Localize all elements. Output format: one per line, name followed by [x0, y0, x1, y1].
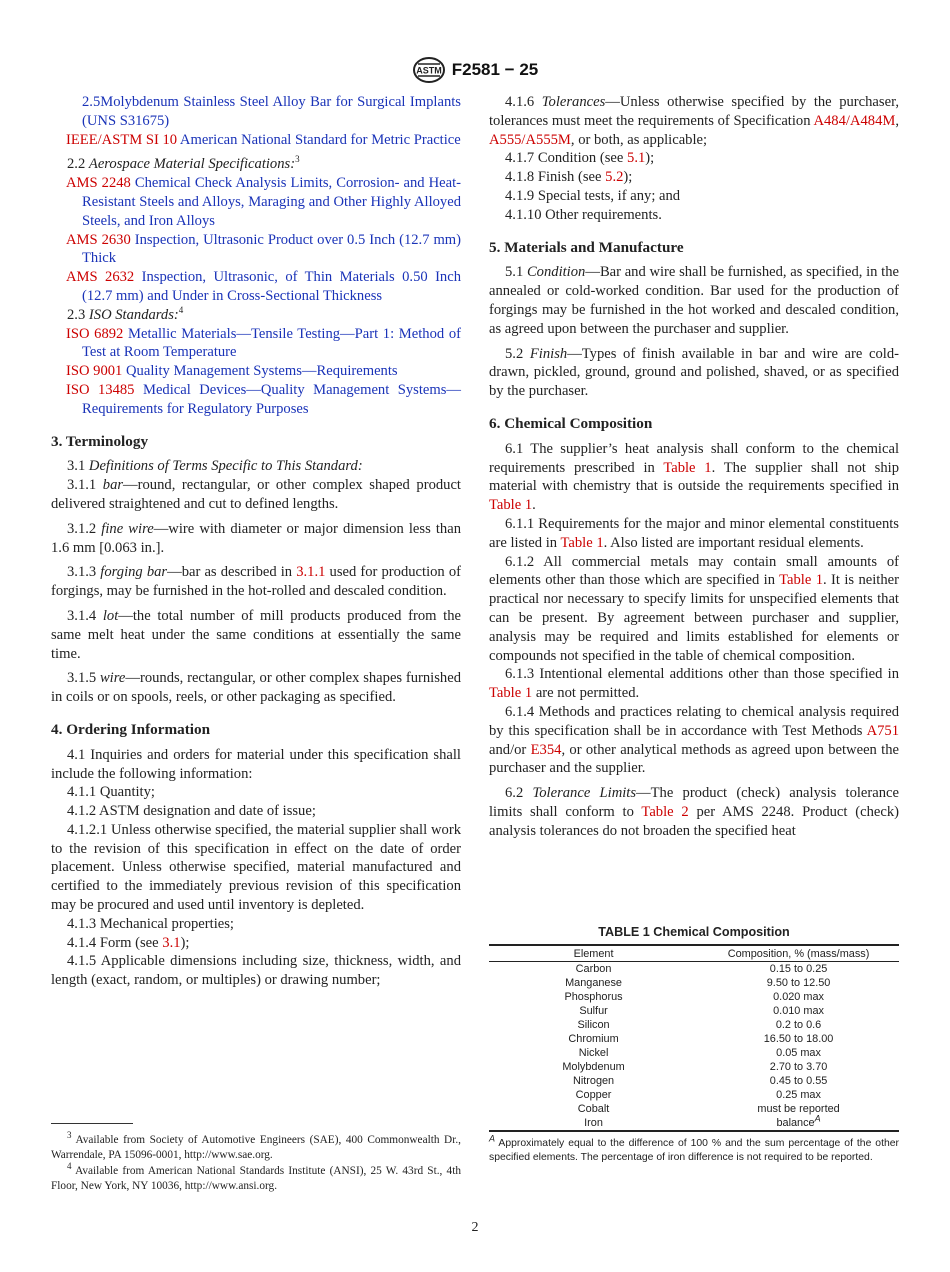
table-link[interactable]: Table 1 [779, 572, 824, 589]
paragraph: 3.1.4 lot—the total number of mill products produced from the same melt heat under the same conditions at essentially the same time. [51, 607, 461, 662]
method-link[interactable]: A751 [866, 722, 899, 739]
paragraph: 4.1.8 Finish (see 5.2); [505, 169, 633, 186]
paragraph: 6.1.3 Intentional elemental additions other than those specified in Table 1 are not permitted. [489, 666, 899, 702]
column-header-composition: Composition, % (mass/mass) [698, 945, 899, 962]
table-footnote: $^A$ Approximately equal to the difference of 100 % and the sum percentage of the other specified elements. The percentage of iron difference is not required to be reported. [489, 1133, 899, 1163]
paragraph: 3.1.3 forging bar—bar as described in 3.1.1 used for production of forgings, may be furnished in the hot-rolled and descaled condition. [51, 564, 461, 600]
table-row: Nitrogen 0.45 to 0.55 [572, 1075, 828, 1087]
paragraph: 4.1.3 Mechanical properties; [67, 915, 234, 932]
astm-logo-icon [412, 56, 446, 84]
paragraph: 6.1.1 Requirements for the major and minor elemental constituents are listed in Table 1. Also listed are important residual elements. [489, 515, 899, 551]
paragraph: 4.1.10 Other requirements. [505, 206, 662, 223]
paragraph: 5.2 Finish—Types of finish available in bar and wire are cold-drawn, pickled, ground, ground and polished, shaved, or as specified by the purchaser. [489, 345, 899, 400]
reference-entry[interactable]: ISO 9001 Quality Management Systems—Requirements [66, 363, 398, 380]
paragraph: 6.1.4 Methods and practices relating to chemical analysis required by this specification shall be in accordance with Test Methods A751 and/or E354, or other analytical methods as agreed upon between the purchaser and the supplier. [489, 703, 899, 777]
footnotes [51, 1130, 462, 1195]
paragraph: 4.1.7 Condition (see 5.1); [505, 150, 655, 167]
paragraph: 6.2 Tolerance Limits—The product (check) analysis tolerance limits shall conform to Table 2 per AMS 2248. Product (check) analysis tolerances do not broaden the specified heat [489, 785, 899, 839]
table-row: Iron balance$^A$ [489, 1116, 899, 1131]
table-link[interactable]: Table 1 [560, 534, 604, 551]
spec-link[interactable]: A555/A555M [489, 131, 571, 148]
left-column [51, 93, 461, 990]
table-row: Sulfur 0.010 max [579, 1005, 824, 1017]
table-title: TABLE 1 Chemical Composition [598, 925, 790, 939]
section-link[interactable]: 3.1.1 [296, 564, 326, 581]
table-row: Copper 0.25 max [575, 1089, 821, 1101]
table-row: Phosphorus 0.020 max [564, 991, 824, 1003]
reference-entry[interactable]: AMS 2630 Inspection, Ultrasonic Product over 0.5 Inch (12.7 mm) Thick [66, 231, 462, 267]
svg-text:ASTM: ASTM [416, 65, 442, 76]
paragraph: 3.1 Definitions of Terms Specific to This Standard: [67, 458, 363, 475]
section-heading-chemical: 6. Chemical Composition [489, 414, 653, 432]
paragraph: 4.1.2 ASTM designation and date of issue; [67, 803, 316, 820]
section-link[interactable]: 5.2 [605, 169, 624, 186]
section-heading-ordering: 4. Ordering Information [51, 720, 211, 738]
paragraph: 3.1.2 fine wire—wire with diameter or major dimension less than 1.6 mm [0.063 in.]. [51, 520, 462, 556]
right-column [489, 93, 899, 840]
section-heading-materials: 5. Materials and Manufacture [489, 238, 684, 256]
section-heading-terminology: 3. Terminology [51, 432, 149, 450]
page-header [0, 56, 950, 89]
reference-entry[interactable]: 2.5Molybdenum Stainless Steel Alloy Bar for Surgical Implants (UNS S31675) [82, 94, 461, 129]
table-row: Nickel 0.05 max [578, 1047, 821, 1059]
method-link[interactable]: E354 [530, 741, 562, 758]
reference-entry[interactable]: AMS 2632 Inspection, Ultrasonic, of Thin Materials 0.50 Inch (12.7 mm) and Under in Cross-Sectional Thickness [66, 269, 461, 304]
document-designation: F2581 − 25 [451, 60, 539, 79]
table-link[interactable]: Table 1 [489, 497, 533, 514]
table-link[interactable]: Table 2 [641, 803, 689, 820]
subsection-heading: 2.3 ISO Standards:$^4$ [67, 304, 184, 323]
table-row: Chromium 16.50 to 18.00 [568, 1033, 834, 1045]
paragraph: 4.1.2.1 Unless otherwise specified, the material supplier shall work to the revision of this specification in effect on the date of order placement. Unless otherwise specified, material manufactured and certified to the immediately previous revision of this specification may be procured and used until inventory is depleted. [51, 821, 461, 914]
paragraph: 4.1.9 Special tests, if any; and [505, 187, 681, 204]
table-row: Molybdenum 2.70 to 3.70 [562, 1061, 828, 1073]
table-row: Silicon 0.2 to 0.6 [577, 1019, 822, 1031]
reference-entry[interactable]: AMS 2248 Chemical Check Analysis Limits, Corrosion- and Heat-Resistant Steels and Alloys, Maraging and Other Highly Alloyed Steels, and Iron Alloys [66, 175, 462, 229]
footnote-3: $^3$ Available from Society of Automotive Engineers (SAE), 400 Commonwealth Dr., Warrendale, PA 15096-0001, http://www.sae.org. [51, 1130, 462, 1162]
paragraph: 4.1.4 Form (see 3.1); [67, 934, 190, 951]
paragraph: 6.1 The supplier’s heat analysis shall conform to the chemical requirements prescribed in Table 1. The supplier shall not ship material with chemistry that is outside the requirements specified in Table 1. [489, 440, 900, 514]
spec-link[interactable]: A484/A484M [813, 112, 896, 129]
composition-table [489, 944, 899, 1132]
paragraph: 4.1.5 Applicable dimensions including size, thickness, width, and length (exact, random, or multiples) or drawing number; [51, 953, 461, 989]
reference-entry[interactable]: IEEE/ASTM SI 10 American National Standard for Metric Practice [66, 131, 461, 148]
table-link[interactable]: Table 1 [489, 685, 533, 702]
paragraph: 3.1.5 wire—rounds, rectangular, or other complex shapes furnished in coils or on spools, reels, or other packaging as specified. [51, 670, 461, 706]
reference-entry[interactable]: ISO 13485 Medical Devices—Quality Management Systems—Requirements for Regulatory Purposes [66, 381, 462, 417]
paragraph: 4.1.1 Quantity; [67, 784, 155, 801]
table-chemical-composition [489, 925, 899, 1165]
reference-entry[interactable]: ISO 6892 Metallic Materials—Tensile Testing—Part 1: Method of Test at Room Temperature [66, 325, 462, 361]
column-header-element: Element [489, 945, 698, 962]
section-link[interactable]: 3.1 [162, 934, 181, 951]
section-link[interactable]: 5.1 [627, 150, 646, 167]
table-row: Manganese 9.50 to 12.50 [565, 977, 831, 989]
table-row: Carbon 0.15 to 0.25 [575, 963, 828, 975]
page-number: 2 [471, 1220, 479, 1235]
paragraph: 6.1.2 All commercial metals may contain small amounts of elements other than those which are specified in Table 1. It is neither practical nor necessary to specify limits for unspecified elements that can be present. By agreement between purchaser and supplier, analysis may be required and limits established for elements or compounds not specified in the table of chemical composition. [489, 553, 899, 664]
paragraph: 4.1.6 Tolerances—Unless otherwise specified by the purchaser, tolerances must meet the requirements of Specification A484/A484M, A555/A555M, or both, as applicable; [489, 94, 899, 148]
paragraph: 3.1.1 bar—round, rectangular, or other complex shaped product delivered straightened and cut to defined lengths. [51, 477, 461, 512]
subsection-heading: 2.2 Aerospace Material Specifications:$^3$ [67, 154, 300, 173]
footnote-4: $^4$ Available from American National Standards Institute (ANSI), 25 W. 43rd St., 4th Floor, New York, NY 10036, http://www.ansi.org. [51, 1161, 461, 1193]
paragraph: 4.1 Inquiries and orders for material under this specification shall include the following information: [51, 746, 461, 782]
table-link[interactable]: Table 1 [663, 459, 712, 476]
table-row: Cobalt must be reported [577, 1103, 840, 1115]
paragraph: 5.1 Condition—Bar and wire shall be furnished, as specified, in the annealed or cold-worked condition. Bar used for the production of forgings may be furnished in the hot worked and descaled condition, as agreed upon between the purchaser and supplier. [489, 264, 899, 337]
footnote-divider [51, 1123, 133, 1124]
